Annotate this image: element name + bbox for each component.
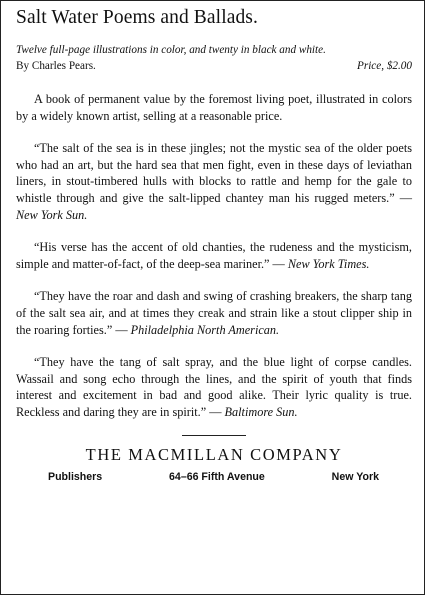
review-text: “They have the roar and dash and swing of crashing breakers, the sharp tang of the salt sea air, and at times they creak and strain like a stout clipper ship in the roaring forties.” — <box>16 289 412 337</box>
book-title: Salt Water Poems and Ballads. <box>16 7 258 28</box>
review-text: “His verse has the accent of old chanties, the rudeness and the mysticism, simple and matter-of-fact, of the deep-sea mariner.” — <box>16 240 412 271</box>
review-source: Baltimore Sun. <box>224 404 298 419</box>
illustrations-note: Twelve full-page illustrations in color, and twenty in black and white. <box>16 44 326 56</box>
publisher-address: 64–66 Fifth Avenue <box>169 470 265 483</box>
review-source: Philadelphia North American. <box>130 322 280 337</box>
publisher-role: Publishers <box>48 470 103 483</box>
review-text: “The salt of the sea is in these jingles; not the mystic sea of the older poets who had an art, but the hard sea that men fight, even in these days of leviathan liners, in stout-timbered hulls with blocks to rattle and hemp for the gale to whistle through and give the salt-lipped chantey man his rugged meters.” — <box>16 141 412 205</box>
review-quote <box>16 140 412 223</box>
review-quote <box>16 354 412 420</box>
byline <box>16 58 412 74</box>
intro-paragraph: A book of permanent value by the foremost living poet, illustrated in colors by a widely known artist, selling at a reasonable price. <box>16 92 412 123</box>
divider <box>182 435 246 436</box>
price: Price, $2.00 <box>357 60 412 72</box>
review-text: “They have the tang of salt spray, and the blue light of corpse candles. Wassail and song echo through the lines, and the spirit of youth that finds interest and excitement in bad and good alike. Their lyric quality is true. Reckless and daring they are in spirit.” — <box>16 355 412 419</box>
review-quote <box>16 239 412 272</box>
publisher-line <box>16 470 412 484</box>
review-source: New York Sun. <box>16 207 88 222</box>
publisher-name: THE MACMILLAN COMPANY <box>85 444 343 464</box>
review-source: New York Times. <box>287 256 370 271</box>
author: By Charles Pears. <box>16 60 96 72</box>
publisher-city: New York <box>331 470 379 483</box>
review-quote <box>16 288 412 338</box>
